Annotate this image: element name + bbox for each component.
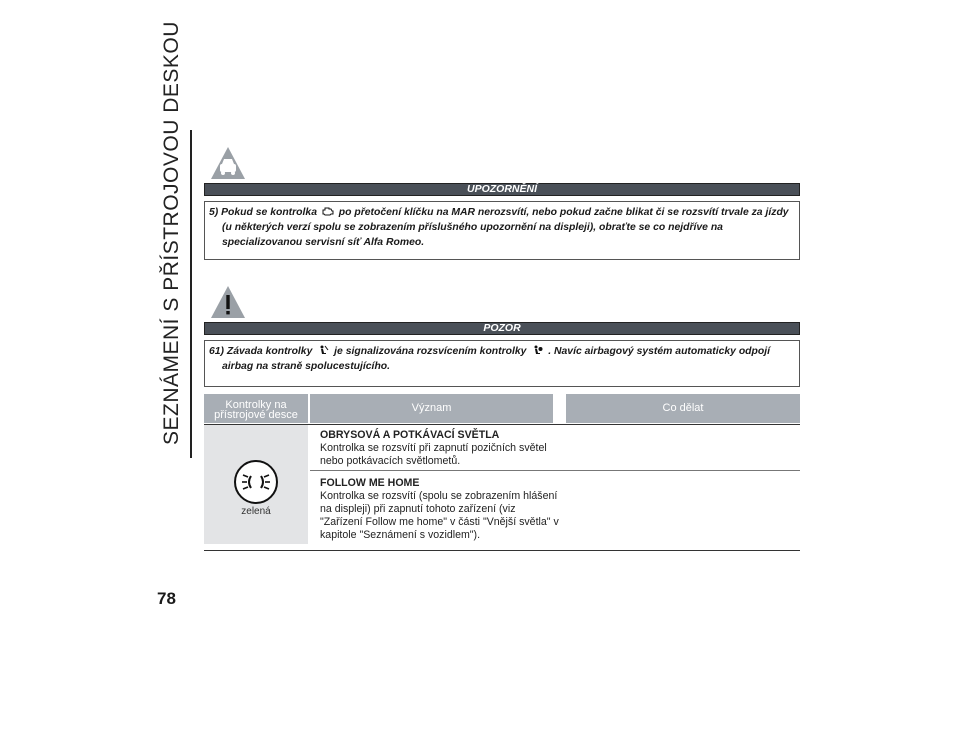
entry-title: FOLLOW ME HOME bbox=[320, 477, 420, 489]
warning-text: 61) Závada kontrolky je signalizována rozsvícením kontrolky . Navíc airbagový systém automaticky odpojí airbag na straně spolucestujícího. bbox=[209, 346, 770, 372]
page-number: 78 bbox=[157, 589, 176, 608]
indicator-color-label: zelená bbox=[241, 506, 271, 517]
warning-heading: UPOZORNĚNÍ bbox=[204, 183, 800, 196]
table-entry bbox=[320, 477, 560, 542]
car-attention-icon bbox=[210, 145, 246, 181]
table-bottom-rule bbox=[204, 550, 800, 551]
entry-text: Kontrolka se rozsvítí (spolu se zobrazením hlášení na displeji) při zapnutí tohoto zařízení (viz "Zařízení Follow me home" v části "Vnější světla" v kapitole "Seznámení s vozidlem"). bbox=[320, 490, 559, 541]
entry-text: Kontrolka se rozsvítí při zapnutí pozičních světel nebo potkávacích světlometů. bbox=[320, 442, 547, 467]
chapter-side-title: SEZNÁMENÍ S PŘÍSTROJOVOU DESKOU bbox=[160, 21, 183, 445]
entry-divider bbox=[310, 470, 800, 471]
airbag-icon bbox=[531, 345, 543, 356]
position-lights-icon bbox=[233, 459, 279, 505]
warning-heading: POZOR bbox=[204, 322, 800, 335]
warning-text-box bbox=[204, 201, 800, 260]
engine-check-icon bbox=[322, 206, 334, 217]
entry-title: OBRYSOVÁ A POTKÁVACÍ SVĚTLA bbox=[320, 429, 500, 441]
chapter-divider-line bbox=[190, 130, 192, 458]
indicator-cell bbox=[204, 425, 308, 544]
column-header-indicators: Kontrolky na přístrojové desce bbox=[204, 394, 308, 423]
column-header-what-to-do: Co dělat bbox=[566, 394, 800, 423]
table-entry bbox=[320, 429, 560, 468]
column-header-meaning: Význam bbox=[310, 394, 553, 423]
airbag-off-icon bbox=[317, 345, 329, 356]
exclamation-triangle-icon bbox=[210, 284, 246, 320]
warning-text: 5) Pokud se kontrolka po přetočení klíčku na MAR nerozsvítí, nebo pokud začne blikat či se rozsvítí trvale za jízdy (u některých verzí spolu se zobrazením příslušného upozornění na displeji), obraťte se co nejdříve na specializovanou servisní síť Alfa Romeo. bbox=[209, 207, 789, 248]
warning-text-box bbox=[204, 340, 800, 387]
